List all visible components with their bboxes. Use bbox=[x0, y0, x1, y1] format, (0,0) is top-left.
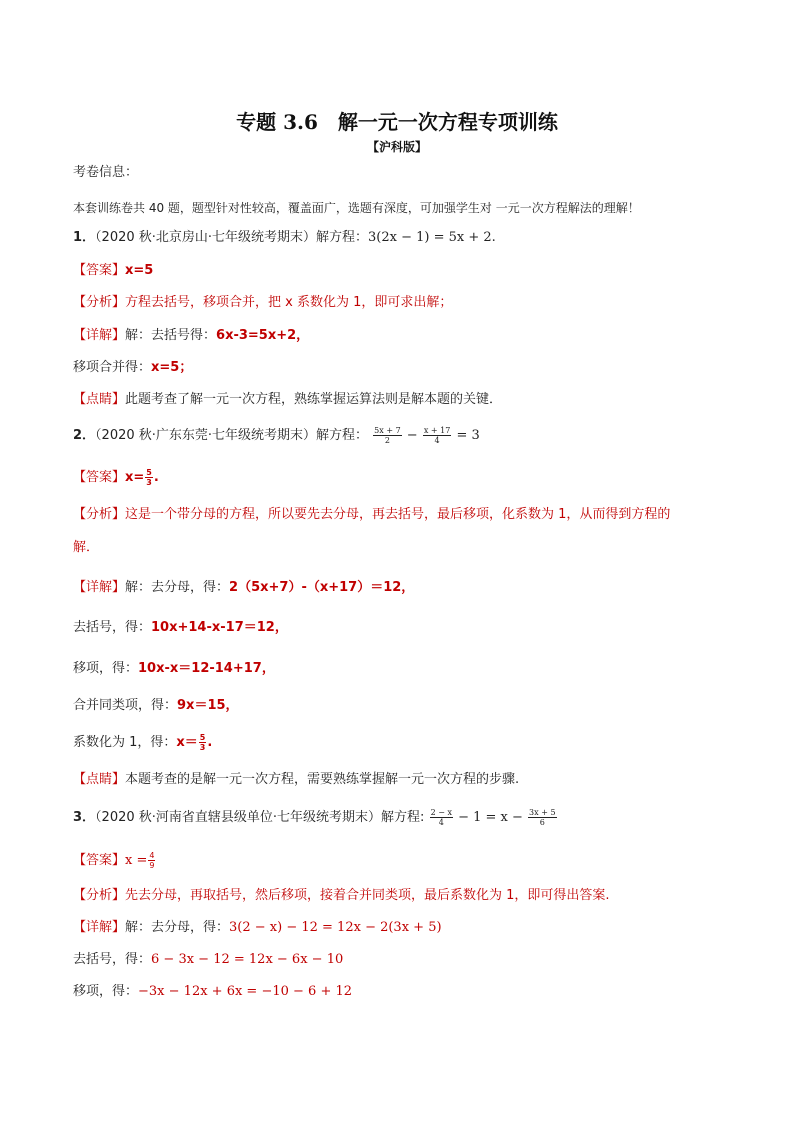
analysis-text: 这是一个带分母的方程，所以要先去分母，再去括号，最后移项，化系数为 1，从而得到方程的 bbox=[125, 507, 671, 522]
analysis-label: 【分析】 bbox=[73, 888, 126, 903]
q2-comment bbox=[73, 771, 519, 789]
comment-text: 本题考查的是解一元一次方程，需要熟练掌握解一元一次方程的步骤. bbox=[125, 772, 520, 787]
answer-fraction: $\frac{5}{3}$ bbox=[146, 468, 152, 487]
q1-analysis bbox=[73, 294, 452, 312]
page-title: 专题 3.6 解一元一次方程专项训练 bbox=[236, 110, 558, 134]
detail-label: 【详解】 bbox=[73, 580, 126, 595]
fraction: $\frac{5x + 7}{2}$ bbox=[374, 426, 401, 445]
question-source: （2020 秋·广东东莞·七年级统考期末）解方程： bbox=[95, 428, 369, 443]
question-number: 2． bbox=[73, 428, 96, 443]
analysis-text: 先去分母，再取括号，然后移项，接着合并同类项，最后系数化为 1，即可得出答案. bbox=[125, 888, 610, 903]
detail-lead: 解：去括号得： bbox=[125, 328, 217, 343]
question-1 bbox=[73, 229, 496, 247]
q3-analysis bbox=[73, 887, 610, 905]
question-number: 1． bbox=[73, 230, 96, 245]
q3-step2: 去括号，得：6 − 3x − 12 = 12x − 6x − 10 bbox=[73, 952, 344, 967]
q2-step2: 去括号，得：10x+14-x-17＝12， bbox=[73, 620, 288, 635]
question-source: （2020 秋·河南省直辖县级单位·七年级统考期末）解方程: bbox=[95, 810, 425, 825]
fraction: $\frac{x + 17}{4}$ bbox=[423, 426, 451, 445]
q2-step5: 系数化为 1，得：x＝ $\frac{5}{3}$ . bbox=[73, 733, 213, 752]
question-number: 3． bbox=[73, 810, 96, 825]
answer-fraction: $\frac{5}{3}$ bbox=[199, 733, 206, 752]
q1-comment bbox=[73, 391, 502, 409]
detail-label: 【详解】 bbox=[73, 920, 126, 935]
q2-step4: 合并同类项，得：9x＝15， bbox=[73, 698, 239, 713]
edition-label: 【沪科版】 bbox=[366, 140, 427, 154]
equation: 3(2x − 1) = 5x + 2. bbox=[368, 230, 496, 245]
q3-step1: 【详解】解：去分母，得：3(2 − x) − 12 = 12x − 2(3x + 5) bbox=[73, 920, 442, 935]
comment-label: 【点睛】 bbox=[73, 772, 126, 787]
q2-analysis bbox=[73, 506, 670, 524]
step-equation: x=5； bbox=[151, 360, 193, 375]
q3-answer: 【答案】x = $\frac{4}{9}$ bbox=[73, 851, 155, 870]
q1-answer bbox=[73, 262, 153, 280]
detail-label: 【详解】 bbox=[73, 328, 126, 343]
fraction: $\frac{2 - x}{4}$ bbox=[430, 808, 452, 827]
q3-step3: 移项，得：−3x − 12x + 6x = −10 − 6 + 12 bbox=[73, 984, 353, 999]
analysis-label: 【分析】 bbox=[73, 507, 126, 522]
q1-detail bbox=[73, 327, 309, 345]
answer-label: 【答案】 bbox=[73, 470, 126, 485]
answer-label: 【答案】 bbox=[73, 263, 126, 278]
fraction: $\frac{3x + 5}{6}$ bbox=[529, 808, 556, 827]
q1-step2 bbox=[73, 359, 192, 377]
answer-value: x=5 bbox=[125, 263, 154, 278]
answer-fraction: $\frac{4}{9}$ bbox=[149, 851, 155, 870]
step-lead: 移项合并得： bbox=[73, 360, 152, 375]
intro-text: 本套训练卷共 40 题，题型针对性较高，覆盖面广，选题有深度，可加强学生对 一元一次方程解法的理解！ bbox=[73, 201, 640, 215]
analysis-label: 【分析】 bbox=[73, 295, 126, 310]
question-3: 3．（2020 秋·河南省直辖县级单位·七年级统考期末）解方程: $\frac{2 - x}{4}$ − 1 = x − $\frac{3x + 5}{6}$ bbox=[73, 808, 556, 827]
analysis-text: 方程去括号，移项合并，把 x 系数化为 1，即可求出解； bbox=[125, 295, 453, 310]
q2-answer: 【答案】x= $\frac{5}{3}$ . bbox=[73, 468, 159, 487]
q2-analysis-cont: 解． bbox=[73, 540, 100, 555]
q2-step1: 【详解】解：去分母，得：2（5x+7）-（x+17）＝12， bbox=[73, 580, 415, 595]
detail-equation: 6x-3=5x+2， bbox=[216, 328, 310, 343]
question-2: 2．（2020 秋·广东东莞·七年级统考期末）解方程： $\frac{5x + 7}{2}$ − $\frac{x + 17}{4}$ = 3 bbox=[73, 426, 480, 445]
question-source: （2020 秋·北京房山·七年级统考期末）解方程： bbox=[95, 230, 369, 245]
comment-text: 此题考查了解一元一次方程，熟练掌握运算法则是解本题的关键． bbox=[125, 392, 503, 407]
intro-heading: 考卷信息： bbox=[73, 165, 139, 180]
q2-step3: 移项，得：10x-x＝12-14+17， bbox=[73, 661, 275, 676]
comment-label: 【点睛】 bbox=[73, 392, 126, 407]
answer-label: 【答案】 bbox=[73, 853, 126, 868]
